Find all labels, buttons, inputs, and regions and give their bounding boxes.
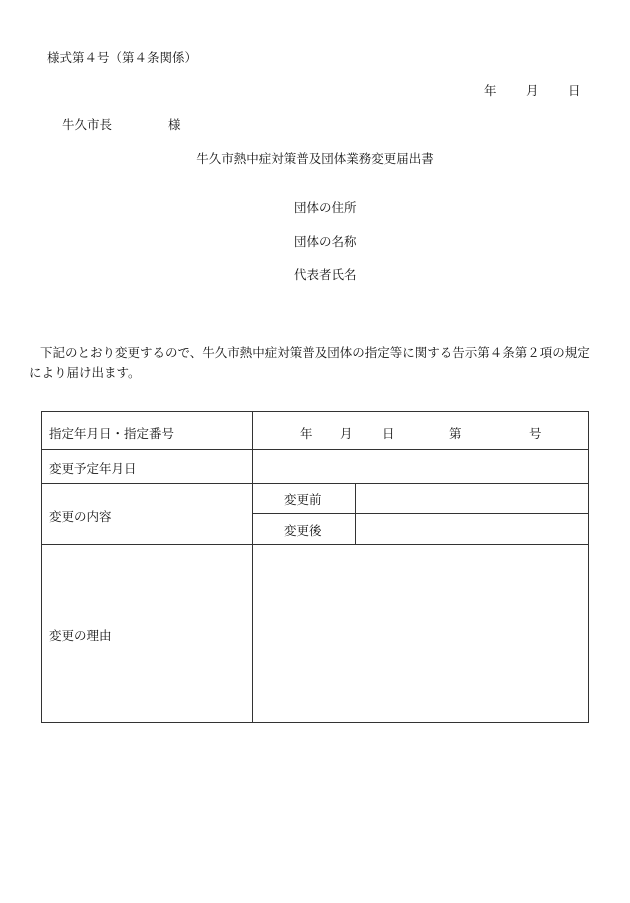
addressee: 牛久市長 bbox=[62, 117, 113, 132]
date-year-label: 年 bbox=[484, 83, 497, 98]
designation-go: 号 bbox=[529, 426, 542, 441]
applicant-address-label: 団体の住所 bbox=[294, 200, 357, 215]
table-row-divider bbox=[42, 449, 588, 450]
designation-day: 日 bbox=[382, 426, 395, 441]
date-day-label: 日 bbox=[568, 83, 581, 98]
designation-label: 指定年月日・指定番号 bbox=[49, 426, 175, 441]
planned-date-label: 変更予定年月日 bbox=[49, 461, 137, 476]
change-after-label: 変更後 bbox=[284, 523, 322, 538]
change-reason-label: 変更の理由 bbox=[49, 628, 112, 643]
change-content-label: 変更の内容 bbox=[49, 509, 112, 524]
table-column-divider bbox=[252, 412, 253, 722]
date-month-label: 月 bbox=[526, 83, 539, 98]
designation-dai: 第 bbox=[449, 426, 462, 441]
body-text: 下記のとおり変更するので、牛久市熱中症対策普及団体の指定等に関する告示第４条第２項の規定により届け出ます。 bbox=[29, 345, 590, 380]
applicant-name-label: 団体の名称 bbox=[294, 234, 357, 249]
change-before-label: 変更前 bbox=[284, 492, 322, 507]
form-number: 様式第４号（第４条関係） bbox=[47, 50, 198, 65]
table-column-divider bbox=[355, 483, 356, 544]
table-row-divider bbox=[42, 544, 588, 545]
table-row-divider bbox=[252, 513, 588, 514]
document-title: 牛久市熱中症対策普及団体業務変更届出書 bbox=[196, 151, 434, 166]
addressee-suffix: 様 bbox=[168, 117, 181, 132]
table-row-divider bbox=[42, 483, 588, 484]
designation-year: 年 bbox=[300, 426, 313, 441]
designation-month: 月 bbox=[340, 426, 353, 441]
applicant-representative-label: 代表者氏名 bbox=[294, 267, 357, 282]
form-table bbox=[41, 411, 589, 723]
